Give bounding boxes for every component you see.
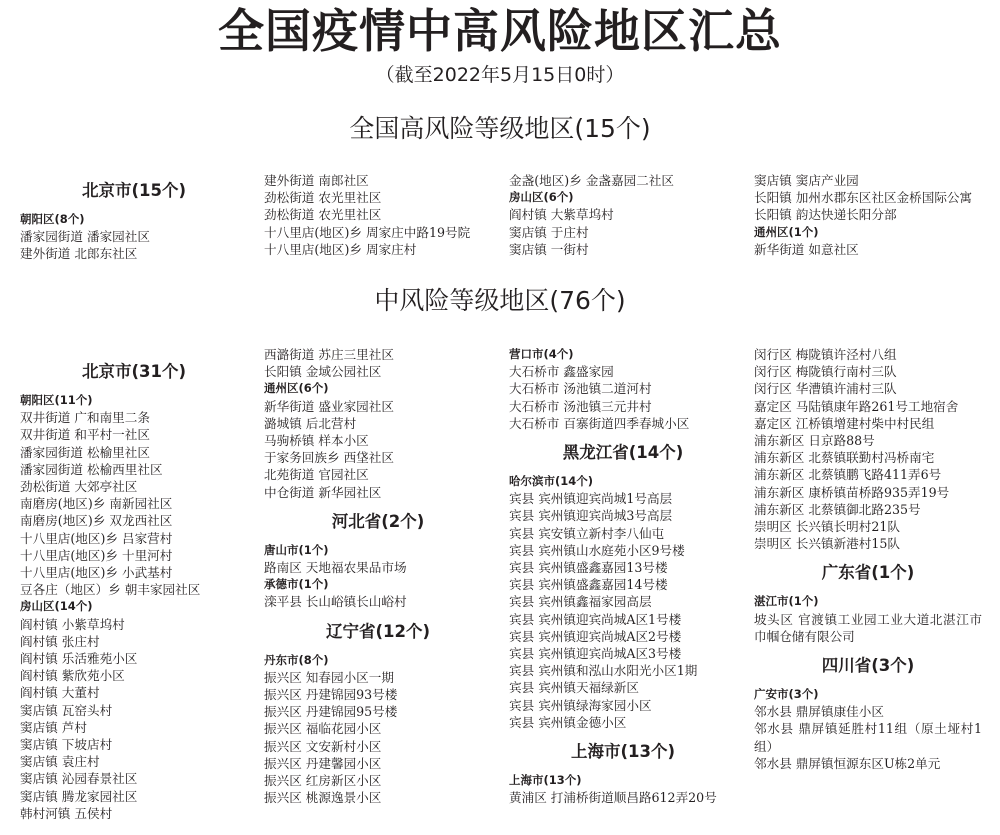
city-district-label: 通州区(1个) <box>754 224 819 239</box>
area-entry: 十八里店(地区)乡 周家庄中路19号院 <box>264 224 471 240</box>
area-entry: 窦店镇 腾龙家园社区 <box>20 788 138 804</box>
area-entry: 劲松街道 农光里社区 <box>264 190 382 206</box>
area-entry: 宾县 宾州镇盛鑫嘉园13号楼 <box>509 560 668 576</box>
area-entry: 邻水县 鼎屏镇延胜村11组（原土垭村1组） <box>754 721 982 754</box>
area-entry: 振兴区 丹建锦园93号楼 <box>264 687 398 703</box>
area-entry: 宾县 宾州镇迎宾尚城A区3号楼 <box>509 646 682 662</box>
area-entry: 西潞街道 苏庄三里社区 <box>264 347 394 362</box>
area-entry: 邻水县 鼎屏镇康佳小区 <box>754 704 884 720</box>
area-entry: 阎村镇 小紫草坞村 <box>20 616 125 632</box>
area-entry: 金盏(地区)乡 金盏嘉园二社区 <box>509 173 674 188</box>
area-entry: 南磨房(地区)乡 南新园社区 <box>20 496 173 512</box>
city-district-label: 哈尔滨市(14个) <box>509 474 594 489</box>
area-entry: 马驹桥镇 样本小区 <box>264 433 369 449</box>
area-entry: 十八里店(地区)乡 吕家营村 <box>20 530 173 546</box>
high-risk-column-4 <box>754 172 982 258</box>
city-district-label: 朝阳区(11个) <box>20 393 93 407</box>
area-entry: 崇明区 长兴镇长明村21队 <box>754 519 900 535</box>
high-risk-column-1 <box>20 180 248 263</box>
area-entry: 十八里店(地区)乡 十里河村 <box>20 547 173 563</box>
area-entry: 于家务回族乡 西垡社区 <box>264 450 394 466</box>
area-entry: 崇明区 长兴镇新港村15队 <box>754 536 900 552</box>
page-subtitle: （截至2022年5月15日0时） <box>375 64 625 86</box>
area-entry: 振兴区 丹建馨园小区 <box>264 755 382 771</box>
high-risk-column-2 <box>264 172 492 258</box>
area-entry: 长阳镇 金域公园社区 <box>264 364 382 380</box>
area-entry: 韩村河镇 五侯村 <box>20 805 113 821</box>
area-entry: 十八里店(地区)乡 小武基村 <box>20 565 173 581</box>
area-entry: 浦东新区 康桥镇苗桥路935弄19号 <box>754 484 950 500</box>
area-entry: 滦平县 长山峪镇长山峪村 <box>264 594 407 610</box>
area-entry: 闵行区 梅陇镇行南村三队 <box>754 364 897 380</box>
city-district-label: 承德市(1个) <box>264 577 329 592</box>
area-entry: 振兴区 丹建锦园95号楼 <box>264 704 398 720</box>
medium-risk-column-3 <box>509 346 737 806</box>
area-entry: 阎村镇 紫欣苑小区 <box>20 668 125 684</box>
area-entry: 长阳镇 韵达快递长阳分部 <box>754 207 897 223</box>
medium-risk-column-1 <box>20 361 248 822</box>
area-entry: 新华街道 盛业家园社区 <box>264 398 394 414</box>
page-title: 全国疫情中高风险地区汇总 <box>218 4 782 58</box>
area-entry: 振兴区 文安新村小区 <box>264 738 382 754</box>
area-entry: 振兴区 桃源逸景小区 <box>264 790 382 806</box>
area-entry: 北苑街道 官园社区 <box>264 467 369 483</box>
area-entry: 大石桥市 百寨街道四季春城小区 <box>509 415 690 431</box>
area-entry: 窦店镇 瓦窑头村 <box>20 702 113 718</box>
city-district-label: 丹东市(8个) <box>264 652 329 667</box>
area-entry: 浦东新区 北蔡镇联勤村冯桥南宅 <box>754 450 935 466</box>
area-entry: 南磨房(地区)乡 双龙西社区 <box>20 513 173 529</box>
area-entry: 潘家园街道 松榆西里社区 <box>20 461 163 477</box>
area-entry: 振兴区 知春园小区一期 <box>264 669 394 685</box>
area-entry: 黄浦区 打浦桥街道顺昌路612弄20号 <box>509 790 717 806</box>
region-heading: 河北省(2个) <box>331 511 425 531</box>
area-entry: 双井街道 广和南里二条 <box>20 410 150 426</box>
area-entry: 窦店镇 窦店产业园 <box>754 173 859 188</box>
area-entry: 宾县 宾州镇鑫福家园高层 <box>509 594 652 610</box>
area-entry: 邻水县 鼎屏镇恒源东区U栋2单元 <box>754 755 941 771</box>
area-entry: 宾县 宾州镇天福绿新区 <box>509 680 639 696</box>
high-risk-column-3 <box>509 172 737 258</box>
region-heading: 四川省(3个) <box>821 656 915 676</box>
region-heading: 黑龙江省(14个) <box>562 443 684 463</box>
city-district-label: 广安市(3个) <box>754 687 819 702</box>
area-entry: 双井街道 和平村一社区 <box>20 427 150 443</box>
area-entry: 十八里店(地区)乡 周家庄村 <box>264 241 417 257</box>
area-entry: 劲松街道 大郊亭社区 <box>20 479 138 495</box>
area-entry: 阎村镇 大董村 <box>20 685 100 701</box>
city-district-label: 营口市(4个) <box>509 347 574 361</box>
area-entry: 潘家园街道 松榆里社区 <box>20 444 150 460</box>
city-district-label: 通州区(6个) <box>264 381 329 396</box>
area-entry: 潞城镇 后北营村 <box>264 415 357 431</box>
medium-risk-column-4 <box>754 346 982 772</box>
medium-risk-column-2 <box>264 346 492 806</box>
city-district-label: 房山区(14个) <box>20 599 93 614</box>
area-entry: 宾县 宾安镇立新村李八仙屯 <box>509 525 665 541</box>
area-entry: 宾县 宾州镇绿海家园小区 <box>509 697 652 713</box>
area-entry: 中仓街道 新华园社区 <box>264 484 382 500</box>
city-district-label: 唐山市(1个) <box>264 542 329 557</box>
area-entry: 窦店镇 芦村 <box>20 719 87 735</box>
area-entry: 坡头区 官渡镇工业园工业大道北湛江市巾帼仓储有限公司 <box>754 611 982 644</box>
area-entry: 建外街道 北郎东社区 <box>20 246 138 262</box>
area-entry: 豆各庄（地区）乡 朝丰家园社区 <box>20 582 201 598</box>
area-entry: 窦店镇 沁园春景社区 <box>20 771 138 787</box>
area-entry: 浦东新区 北蔡镇御北路235号 <box>754 501 921 517</box>
area-entry: 路南区 天地福农果品市场 <box>264 560 407 576</box>
area-entry: 窦店镇 袁庄村 <box>20 754 100 770</box>
area-entry: 宾县 宾州镇盛鑫嘉园14号楼 <box>509 577 668 593</box>
area-entry: 大石桥市 汤池镇二道河村 <box>509 381 652 397</box>
area-entry: 嘉定区 江桥镇增建村柴中村民组 <box>754 415 935 431</box>
area-entry: 阎村镇 大紫草坞村 <box>509 207 614 223</box>
area-entry: 浦东新区 日京路88号 <box>754 433 875 449</box>
area-entry: 大石桥市 汤池镇三元井村 <box>509 398 652 414</box>
area-entry: 闵行区 华漕镇许浦村三队 <box>754 381 897 397</box>
area-entry: 宾县 宾州镇迎宾尚城1号高层 <box>509 491 673 507</box>
area-entry: 窦店镇 于庄村 <box>509 224 589 240</box>
area-entry: 嘉定区 马陆镇康年路261号工地宿舍 <box>754 398 959 414</box>
area-entry: 劲松街道 农光里社区 <box>264 207 382 223</box>
area-entry: 宾县 宾州镇迎宾尚城3号高层 <box>509 508 673 524</box>
area-entry: 宾县 宾州镇迎宾尚城A区2号楼 <box>509 628 682 644</box>
medium-risk-heading: 中风险等级地区(76个) <box>374 286 626 315</box>
area-entry: 闵行区 梅陇镇许泾村八组 <box>754 347 897 362</box>
area-entry: 浦东新区 北蔡镇鹏飞路411弄6号 <box>754 467 942 483</box>
area-entry: 长阳镇 加州水郡东区社区金桥国际公寓 <box>754 190 973 206</box>
region-heading: 上海市(13个) <box>570 742 676 762</box>
area-entry: 宾县 宾州镇迎宾尚城A区1号楼 <box>509 611 682 627</box>
region-heading: 北京市(31个) <box>81 362 187 381</box>
area-entry: 窦店镇 下坡店村 <box>20 737 113 753</box>
city-district-label: 朝阳区(8个) <box>20 212 85 226</box>
area-entry: 新华街道 如意社区 <box>754 241 859 257</box>
area-entry: 潘家园街道 潘家园社区 <box>20 229 150 245</box>
city-district-label: 湛江市(1个) <box>754 594 819 609</box>
area-entry: 宾县 宾州镇和泓山水阳光小区1期 <box>509 663 698 679</box>
area-entry: 大石桥市 鑫盛家园 <box>509 364 614 380</box>
area-entry: 宾县 宾州镇金德小区 <box>509 714 627 730</box>
high-risk-heading: 全国高风险等级地区(15个) <box>349 114 651 143</box>
area-entry: 窦店镇 一街村 <box>509 241 589 257</box>
city-district-label: 上海市(13个) <box>509 773 582 788</box>
region-heading: 辽宁省(12个) <box>325 621 431 641</box>
area-entry: 振兴区 红房新区小区 <box>264 773 382 789</box>
city-district-label: 房山区(6个) <box>509 190 574 205</box>
region-heading: 北京市(15个) <box>81 181 187 200</box>
area-entry: 阎村镇 乐活雅苑小区 <box>20 651 138 667</box>
area-entry: 建外街道 南郎社区 <box>264 173 369 188</box>
area-entry: 宾县 宾州镇山水庭苑小区9号楼 <box>509 542 685 558</box>
area-entry: 振兴区 福临花园小区 <box>264 721 382 737</box>
region-heading: 广东省(1个) <box>821 563 915 583</box>
area-entry: 阎村镇 张庄村 <box>20 633 100 649</box>
